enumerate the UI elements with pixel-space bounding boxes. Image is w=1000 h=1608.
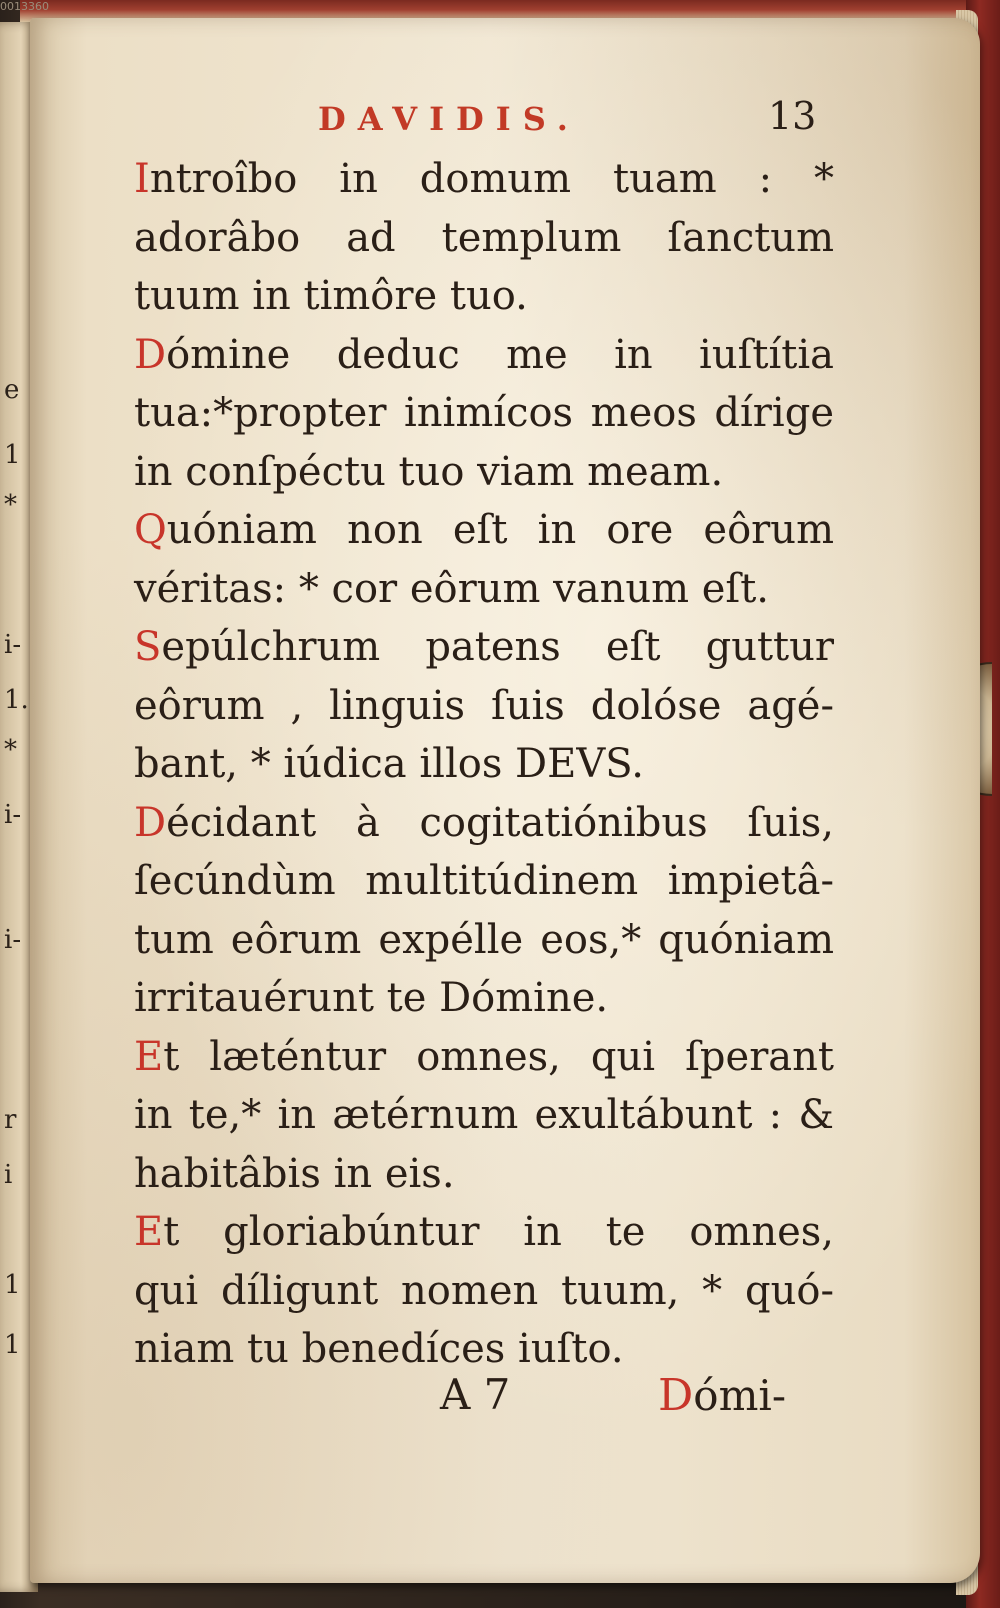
verse-line	[134, 1262, 834, 1321]
verse-initial: E	[134, 1209, 164, 1255]
verse-initial: S	[134, 624, 162, 670]
verse-line	[134, 1203, 834, 1262]
verse-line	[134, 209, 834, 268]
verse-initial: E	[134, 1033, 164, 1080]
page-footer	[30, 1370, 980, 1430]
verse	[134, 1203, 834, 1379]
verse-line-text: ómine deduc me in iuſtítia	[166, 331, 834, 378]
verse-line-text: habitâbis in eis.	[134, 1150, 455, 1197]
catchword-rest: ómi-	[693, 1371, 787, 1420]
verse-line	[134, 326, 834, 385]
catchword	[658, 1370, 786, 1421]
verse-line	[134, 501, 834, 560]
verse-line-text: t gloriabúntur in te omnes,	[163, 1209, 834, 1255]
verse-line	[134, 560, 834, 619]
verse-line-text: irritauérunt te Dómine.	[134, 975, 609, 1021]
verse-line	[134, 794, 834, 853]
facing-page-fragment: i	[4, 1160, 13, 1190]
verse	[134, 1028, 834, 1204]
page-header	[30, 94, 980, 150]
catchword-initial: D	[658, 1370, 694, 1421]
psalm-text	[134, 150, 834, 1379]
verse-line	[134, 150, 834, 209]
verse-line	[134, 1086, 834, 1145]
facing-page-fragment: 1	[4, 1270, 21, 1300]
verse-line	[134, 443, 834, 502]
verse-line-text: in conſpéctu tuo viam meam.	[134, 448, 724, 495]
scan-id-label: 0013360	[0, 0, 49, 13]
verse-line-text: ſecúndùm multitúdinem impietâ-	[134, 858, 834, 904]
facing-page-fragment: *	[4, 490, 17, 520]
verse-line-text: uóniam non eſt in ore eôrum	[166, 507, 834, 553]
signature-mark: A 7	[440, 1370, 511, 1419]
facing-page-fragment: *	[4, 735, 17, 765]
verse-line	[134, 677, 834, 736]
verse-line-text: bant, * iúdica illos DEVS.	[134, 741, 644, 787]
verse-initial: D	[134, 799, 167, 846]
verse-line	[134, 618, 834, 677]
verse-line-text: t læténtur omnes, qui ſperant	[163, 1033, 834, 1080]
book-page	[30, 18, 980, 1583]
facing-page-fragment: i-	[4, 800, 22, 830]
verse	[134, 794, 834, 1028]
verse-line-text: qui díligunt nomen tuum, * quó-	[134, 1267, 834, 1314]
facing-page-fragment: i-	[4, 925, 22, 955]
verse-line-text: écidant à cogitatiónibus ſuis,	[166, 799, 834, 846]
verse-line	[134, 267, 834, 326]
verse-line-text: in te,* in ætérnum exultábunt : &	[134, 1092, 834, 1138]
verse-line-text: epúlchrum patens eſt guttur	[161, 624, 834, 670]
verse-initial: D	[134, 331, 167, 378]
facing-page-fragment: 1	[4, 1330, 21, 1360]
verse-line-text: eôrum , linguis ſuis dolóse agé-	[134, 682, 834, 729]
verse-initial: I	[134, 156, 150, 202]
facing-page-fragment: e	[4, 375, 20, 405]
verse-line	[134, 911, 834, 970]
verse-line-text: tum eôrum expélle eos,* quóniam	[134, 916, 834, 963]
verse-line	[134, 852, 834, 911]
verse-line-text: niam tu benedíces iuſto.	[134, 1326, 624, 1372]
verse-line	[134, 384, 834, 443]
running-title: DAVIDIS.	[318, 100, 580, 138]
verse	[134, 326, 834, 502]
verse-line-text: ntroîbo in domum tuam : *	[149, 156, 834, 202]
verse-initial: Q	[134, 507, 167, 553]
verse-line	[134, 969, 834, 1028]
facing-page-fragment: 1	[4, 440, 21, 470]
facing-page-fragment: 1.	[4, 685, 29, 715]
verse-line-text: adorâbo ad templum ſanctum	[134, 214, 834, 261]
verse-line	[134, 735, 834, 794]
verse	[134, 501, 834, 618]
verse	[134, 150, 834, 326]
verse-line	[134, 1145, 834, 1204]
facing-page-fragment: r	[4, 1105, 17, 1135]
verse	[134, 618, 834, 794]
facing-page-fragment: i-	[4, 630, 22, 660]
verse-line	[134, 1028, 834, 1087]
verse-line-text: tuum in timôre tuo.	[134, 273, 528, 319]
verse-line-text: véritas: * cor eôrum vanum eſt.	[134, 565, 770, 612]
page-number: 13	[768, 94, 817, 138]
verse-line-text: tua:*propter inimícos meos dírige	[134, 390, 834, 436]
